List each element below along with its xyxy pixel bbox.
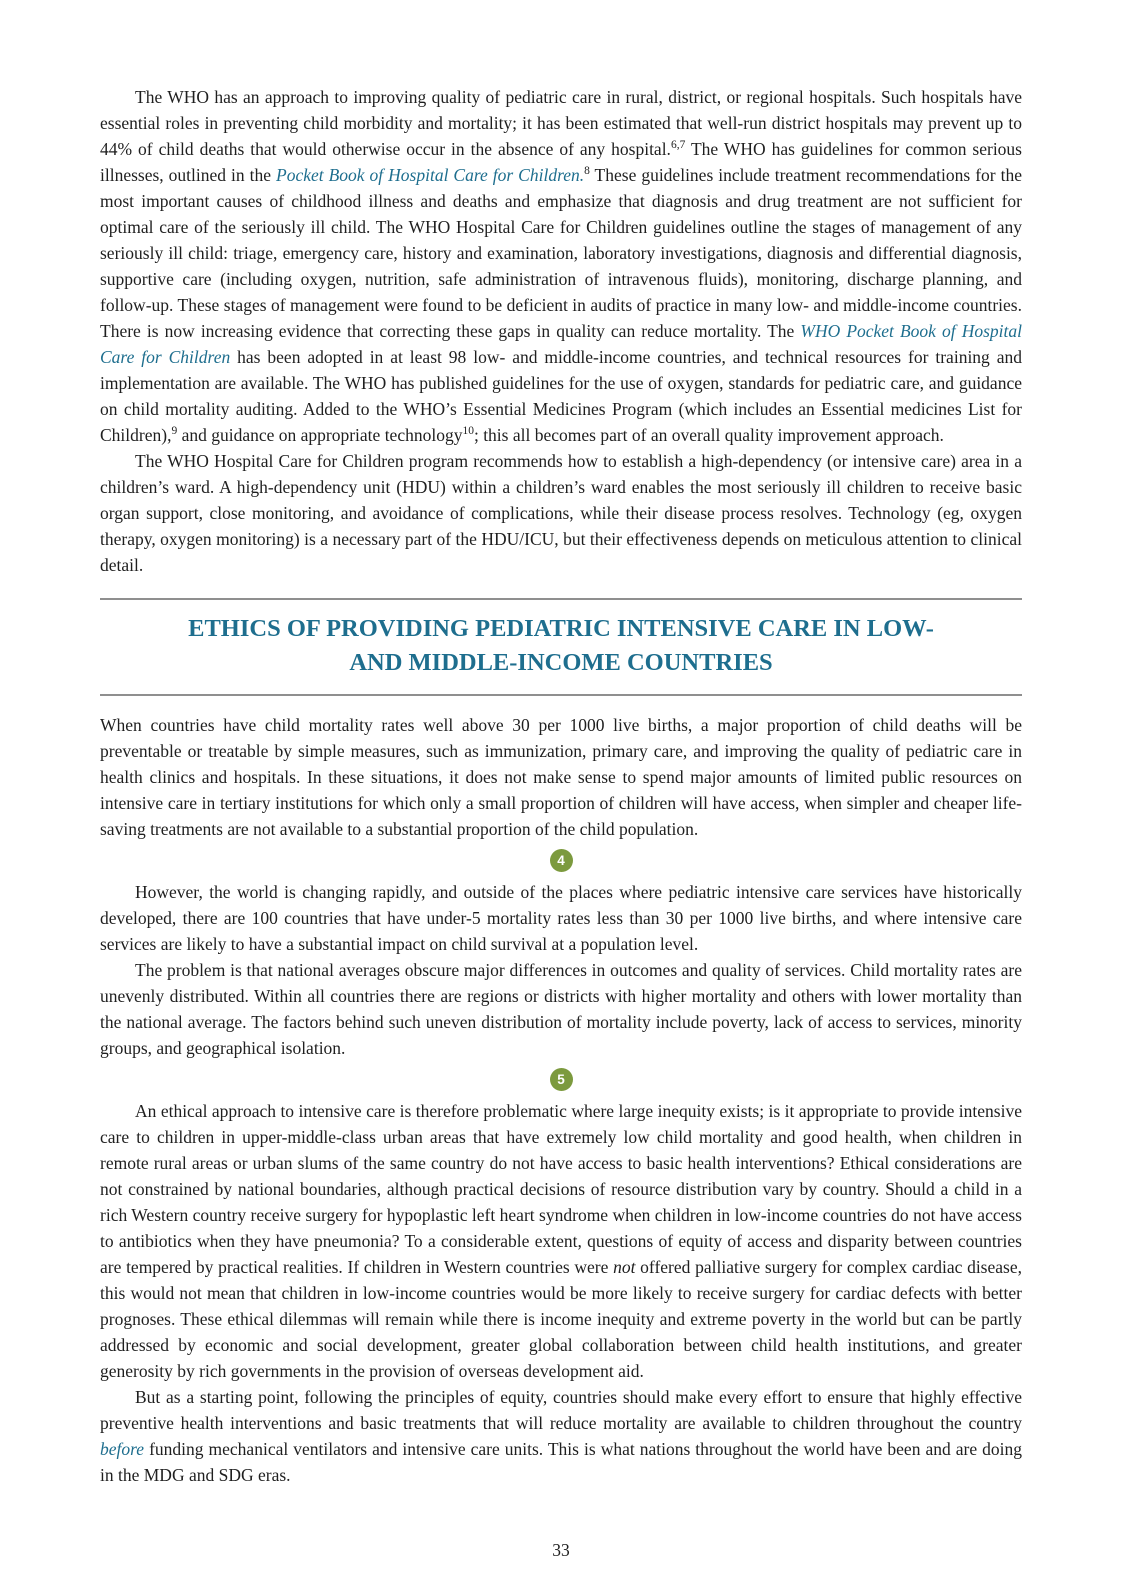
annotation-badge-row <box>100 1068 1022 1091</box>
text-run: The WHO Hospital Care for Children program recommends how to establish a high-dependency (or intensive care) area in a children’s ward. A high-dependency unit (HDU) within a children’s ward enables the most seriously ill children to receive basic organ support, close monitoring, and avoidance of complications, while their disease process resolves. Technology (eg, oxygen therapy, oxygen monitoring) is a necessary part of the HDU/ICU, but their effectiveness depends on meticulous attention to clinical detail. <box>100 451 1022 575</box>
text-run: The WHO has an approach to improving quality of pediatric care in rural, district, or regional hospitals. Such hospitals have essential roles in preventing child morbidity and mortality; it has been estimated that well-run district hospitals may prevent up to 44% of child deaths that would otherwise occur in the absence of any hospital. <box>100 87 1022 159</box>
page-number: 33 <box>552 1540 570 1560</box>
paragraph <box>100 879 1022 957</box>
paragraph <box>100 84 1022 448</box>
text-run: The WHO has guidelines for common serious illnesses, outlined in the <box>100 139 1022 185</box>
text-run: offered palliative surgery for complex cardiac disease, this would not mean that children in low-income countries would be more likely to receive surgery for cardiac defects with better prognoses. These ethical dilemmas will remain while there is income inequity and extreme poverty in the world but can be partly addressed by economic and social development, greater global collaboration between child health institutions, and greater generosity by rich governments in the provision of overseas development aid. <box>100 1257 1022 1381</box>
section-heading-line: AND MIDDLE-INCOME COUNTRIES <box>349 649 773 676</box>
text-run: When countries have child mortality rates well above 30 per 1000 live births, a major proportion of child deaths will be preventable or treatable by simple measures, such as immunization, primary care, and improving the quality of pediatric care in health clinics and hospitals. In these situations, it does not make sense to spend major amounts of limited public resources on intensive care in tertiary institutions for which only a small proportion of children will have access, when simpler and cheaper life-saving treatments are not available to a substantial proportion of the child population. <box>100 715 1022 839</box>
paragraph <box>100 712 1022 842</box>
superscript-reference: 6,7 <box>670 139 686 152</box>
emphasis-run: not <box>613 1257 636 1277</box>
text-run: But as a starting point, following the principles of equity, countries should make every effort to ensure that highly effective preventive health interventions and basic treatments that will reduce mortality are available to children throughout the country <box>100 1387 1022 1433</box>
paragraph <box>100 1384 1022 1488</box>
annotation-badge-row <box>100 849 1022 872</box>
paragraph <box>100 957 1022 1061</box>
content-area <box>100 84 1022 1488</box>
text-run: An ethical approach to intensive care is therefore problematic where large inequity exists; is it appropriate to provide intensive care to children in upper-middle-class urban areas that have extremely low child mortality and good health, when children in remote rural areas or urban slums of the same country do not have access to basic health interventions? Ethical considerations are not constrained by national boundaries, although practical decisions of resource distribution vary by country. Should a child in a rich Western country receive surgery for hypoplastic left heart syndrome when children in low-income countries do not have access to antibiotics when they have pneumonia? To a considerable extent, questions of equity of access and disparity between countries are tempered by practical realities. If children in Western countries were <box>100 1101 1022 1277</box>
section-heading <box>100 612 1022 680</box>
text-run: has been adopted in at least 98 low- and middle-income countries, and technical resources for training and implementation are available. The WHO has published guidelines for the use of oxygen, standards for pediatric care, and guidance on child mortality auditing. Added to the WHO’s Essential Medicines Program (which includes an Essential medicines List for Children), <box>100 347 1022 445</box>
paragraph <box>100 1098 1022 1384</box>
annotation-badge: 4 <box>550 849 573 872</box>
text-run: These guidelines include treatment recommendations for the most important causes of childhood illness and deaths and emphasize that diagnosis and drug treatment are not sufficient for optimal care of the seriously ill child. The WHO Hospital Care for Children guidelines outline the stages of management of any seriously ill child: triage, emergency care, history and examination, laboratory investigations, diagnosis and differential diagnosis, supportive care (including oxygen, nutrition, safe administration of intravenous fluids), monitoring, discharge planning, and follow-up. These stages of management were found to be deficient in audits of practice in many low- and middle-income countries. There is now increasing evidence that correcting these gaps in quality can reduce mortality. The <box>100 165 1022 341</box>
text-run: funding mechanical ventilators and intensive care units. This is what nations throughout the world have been and are doing in the MDG and SDG eras. <box>100 1439 1022 1485</box>
paragraph <box>100 448 1022 578</box>
superscript-reference: 9 <box>171 425 178 438</box>
superscript-reference: 10 <box>462 425 474 438</box>
text-run: However, the world is changing rapidly, and outside of the places where pediatric intensive care services have historically developed, there are 100 countries that have under-5 mortality rates less than 30 per 1000 live births, and where intensive care services are likely to have a substantial impact on child survival at a population level. <box>100 882 1022 954</box>
section-heading-line: ETHICS OF PROVIDING PEDIATRIC INTENSIVE CARE IN LOW- <box>188 615 934 642</box>
superscript-reference: 8 <box>584 165 590 178</box>
section-heading-block <box>100 598 1022 696</box>
text-run: ; this all becomes part of an overall quality improvement approach. <box>473 425 944 445</box>
book-title-italic: before <box>100 1439 145 1459</box>
text-run: The problem is that national averages obscure major differences in outcomes and quality of services. Child mortality rates are unevenly distributed. Within all countries there are regions or districts with higher mortality and others with lower mortality than the national average. The factors behind such uneven distribution of mortality include poverty, lack of access to services, minority groups, and geographical isolation. <box>100 960 1022 1058</box>
book-title-italic: WHO Pocket Book of Hospital Care for Children <box>100 321 1022 367</box>
book-title-italic: Pocket Book of Hospital Care for Children. <box>276 165 585 185</box>
annotation-badge: 5 <box>550 1068 573 1091</box>
text-run: and guidance on appropriate technology <box>177 425 463 445</box>
